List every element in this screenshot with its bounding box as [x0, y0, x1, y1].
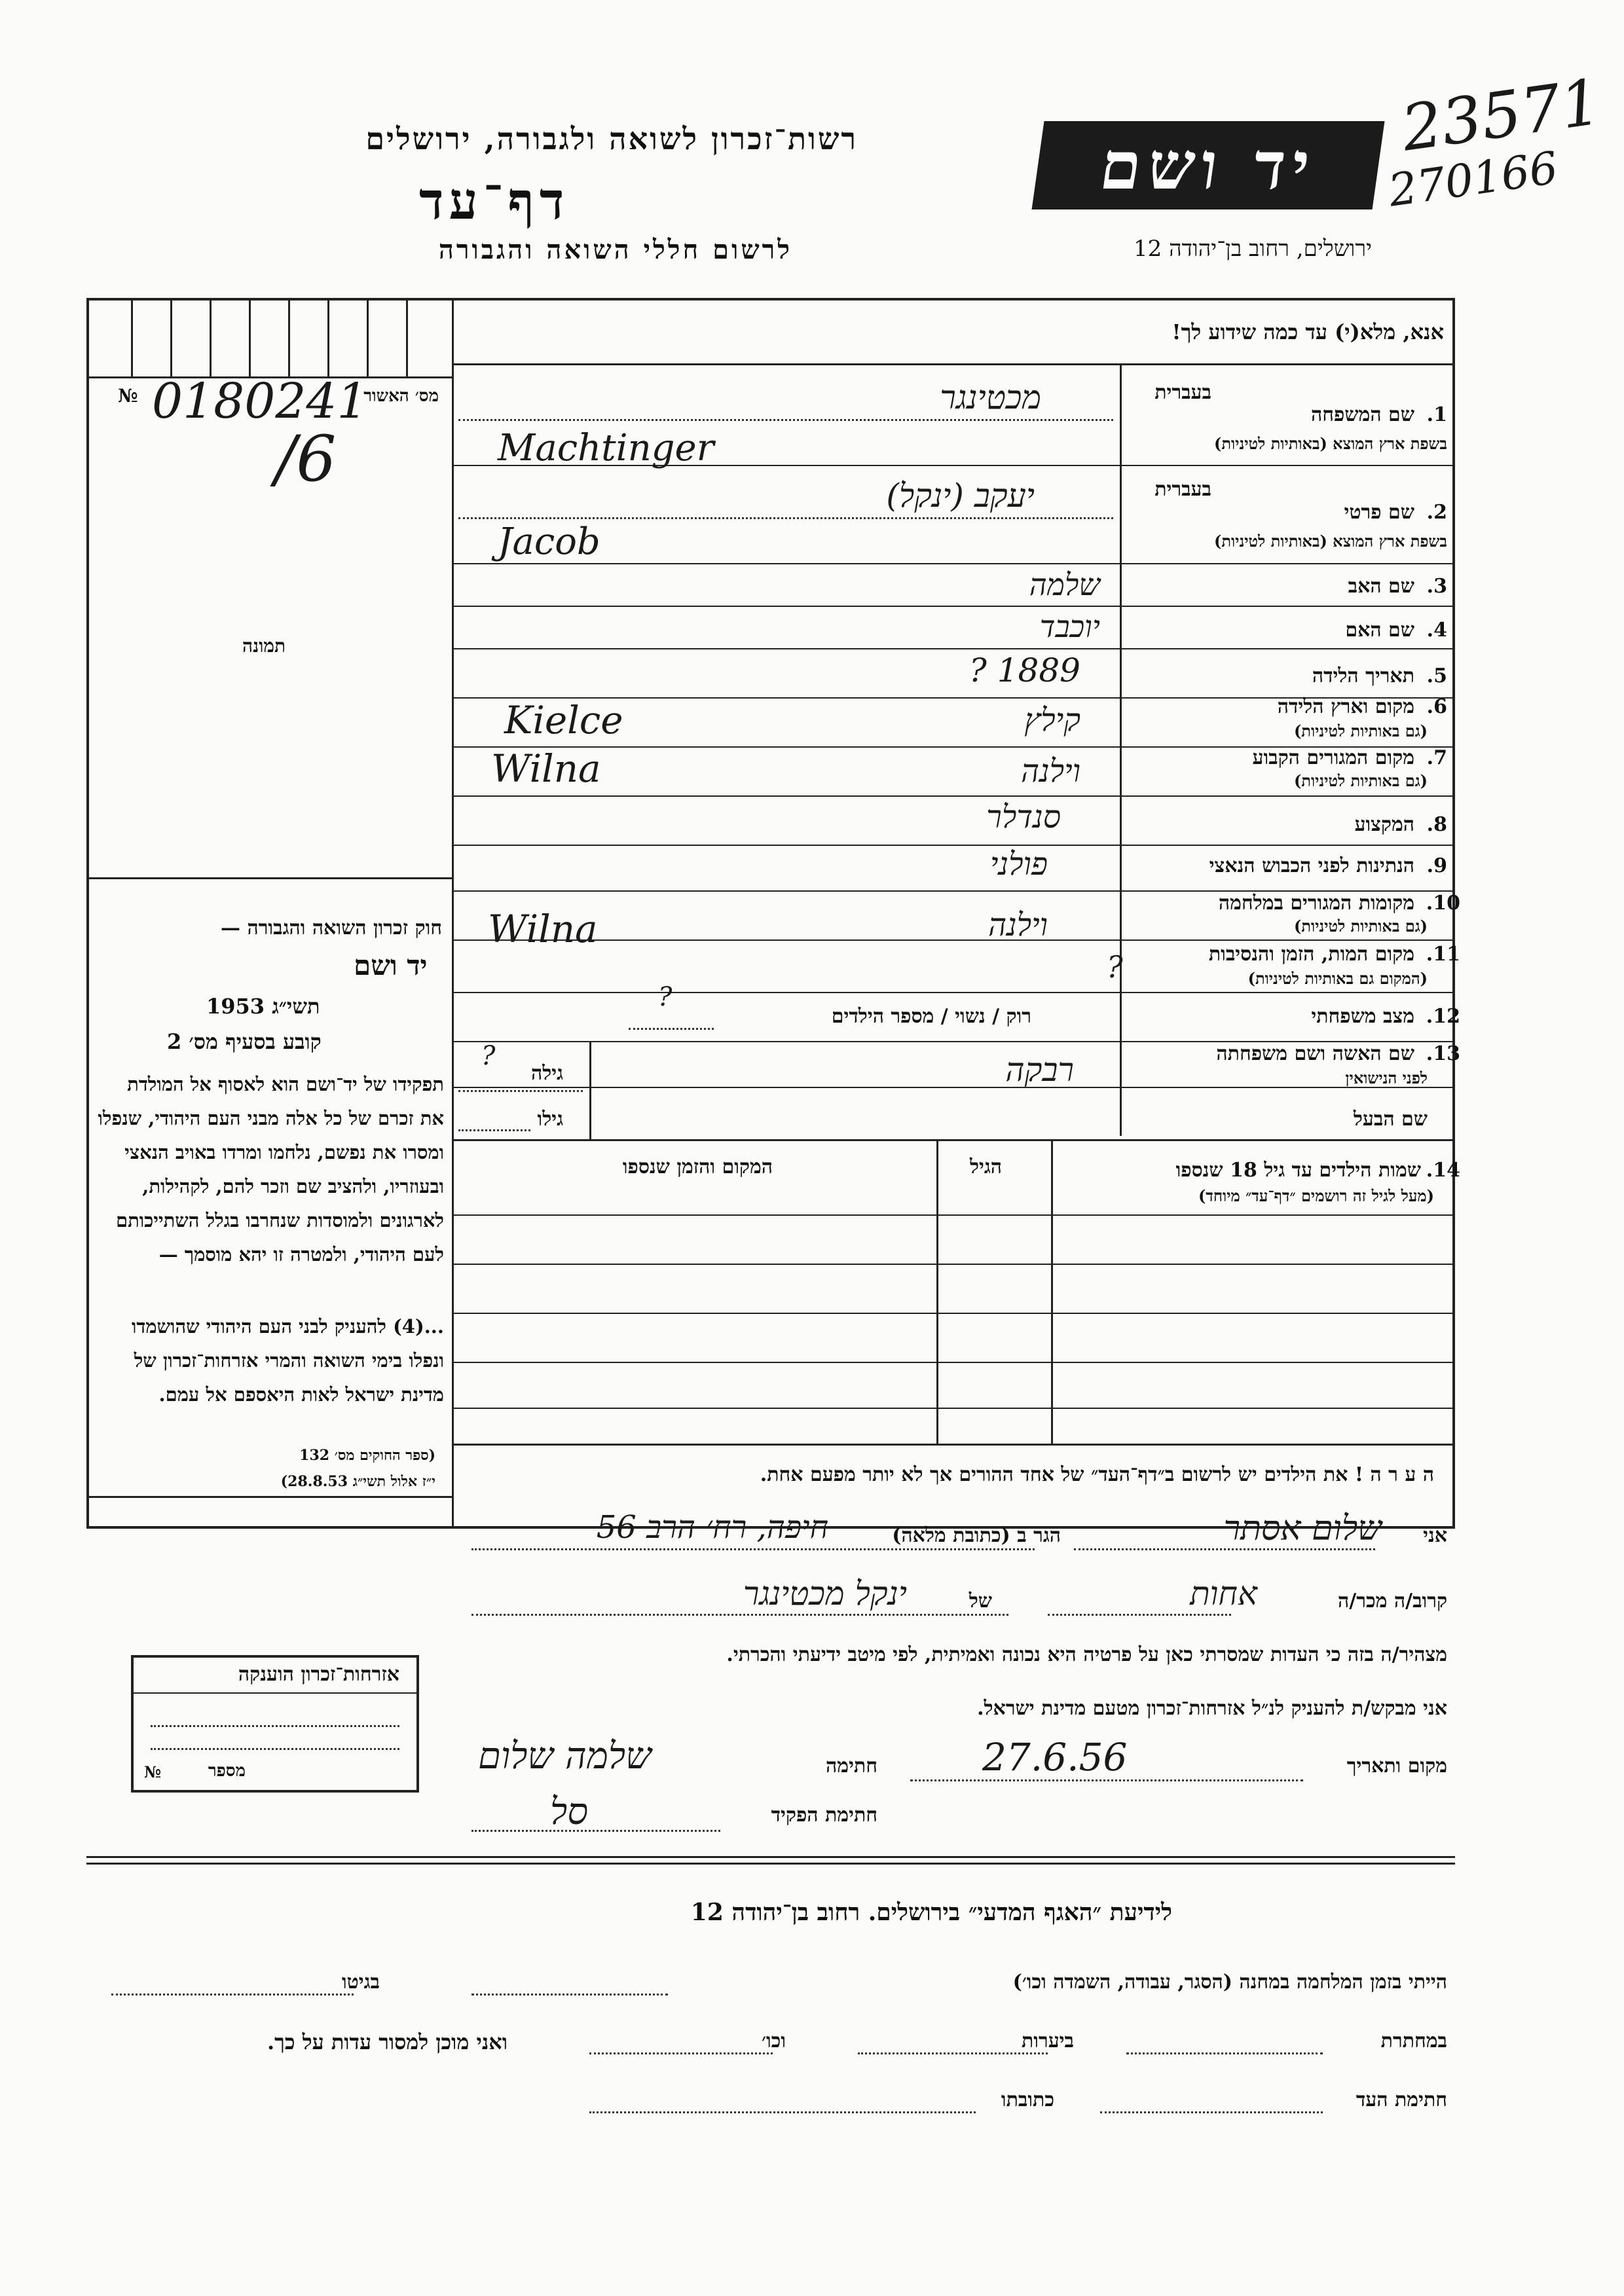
field-5-num: 5.	[1426, 665, 1447, 687]
field-9-value: פולני	[989, 846, 1048, 883]
field-10-num: 10.	[1426, 892, 1460, 915]
children-col-place: המקום והזמן שנספו	[622, 1156, 773, 1178]
field-9-num: 9.	[1426, 854, 1447, 877]
field-12-value: ?	[658, 982, 673, 1012]
clerk-label: חתימת הפקיד	[771, 1804, 877, 1827]
field-2-lang: בעברית	[1154, 478, 1211, 501]
children-sub: (מעל לגיל זה רושמים ״דף־עד״ מיוחד)	[1198, 1186, 1434, 1205]
decl-relative-label: קרוב/ה מכר/ה	[1338, 1590, 1447, 1613]
form-subtitle: לרשום חללי השואה והגבורה	[438, 234, 792, 265]
field-7-num: 7.	[1426, 746, 1447, 769]
field-1-num: 1.	[1426, 403, 1447, 426]
decl-of-name: ינקל מכטינגר	[743, 1575, 907, 1613]
field-6-value-he: קילץ	[1024, 702, 1080, 738]
field-13-age-value: ?	[481, 1041, 496, 1071]
citizenship-title: אזרחות־זכרון הוענקה	[238, 1663, 399, 1686]
field-1-sub: בשפת ארץ המוצא (באותיות לטיניות)	[1214, 434, 1447, 453]
decl-address-label: הגר ב (כתובת מלאה)	[892, 1524, 1061, 1547]
field-9-label: הנתינות לפני הכבוש הנאצי	[1209, 854, 1414, 877]
field-6-label: מקום וארץ הלידה	[1277, 695, 1414, 718]
place-date-label: מקום ותאריך	[1346, 1755, 1447, 1777]
serial-label: מס׳ האשור	[363, 386, 439, 406]
decl-name: שלום אסתר	[1223, 1509, 1382, 1548]
field-7-value-latin: Wilna	[491, 746, 601, 791]
field-5-value: 1889 ?	[969, 651, 1080, 689]
decl-relation: אחות	[1190, 1575, 1257, 1613]
field-3-label: שם האב	[1348, 575, 1414, 598]
law-text: תפקידו של יד־ושם הוא לאסוף אל המולדת את זכרם של כל אלה מבני העם היהודי, שנפלו ומסרו את נפשם, נלחמו ומרדו באויב הנאצי ובעוזריו, ולהציב שם וזכר להם, לקהילות, לארגונים ולמוסדות שנחרבו בגלל השתייכותם לעם היהודי, ולמטרה זו יהא מוסמך —	[98, 1073, 444, 1266]
handwritten-code: 270166	[1385, 142, 1561, 217]
field-12-label: מצב משפחתי	[1311, 1005, 1414, 1028]
yad-vashem-logo: יד ושם	[1032, 121, 1385, 210]
decl-request: אני מבקש/ת להעניק לנ״ל אזרחות־זכרון מטעם מדינת ישראל.	[977, 1697, 1447, 1720]
law-name: יד ושם	[354, 949, 428, 981]
field-8-value: סנדלר	[986, 799, 1061, 835]
field-11-num: 11.	[1426, 943, 1460, 966]
children-label: שמות הילדים עד גיל 18 שנספו	[1175, 1159, 1421, 1182]
field-4-num: 4.	[1426, 619, 1447, 642]
address: ירושלים, רחוב בן־יהודה 12	[1134, 236, 1372, 262]
field-1-value-he: מכטינגר	[940, 378, 1041, 416]
form-title: דף־עד	[419, 172, 570, 231]
field-11-sub: (המקום גם באותיות לטיניות)	[1247, 969, 1428, 988]
field-3-value: שלמה	[1029, 567, 1100, 602]
instruction-text: אנא, מלא(י) עד כמה שידוע לך!	[1172, 319, 1444, 344]
field-2-label: שם פרטי	[1344, 501, 1414, 524]
citizenship-mark: №	[144, 1762, 162, 1781]
footer-line2c: וכו׳	[762, 2030, 786, 2052]
field-11-value: ?	[1107, 949, 1123, 985]
law-text-2: ...(4) להעניק לבני העם היהודי שהושמדו ונפלו בימי השואה והמרי אזרחות־זכרון של מדינת ישראל לאות היאספם אל עמם.	[131, 1315, 444, 1406]
footer-line2b: ביערות	[1021, 2030, 1074, 2052]
field-4-value: יוכבד	[1039, 609, 1100, 644]
clerk-signature: סל	[550, 1791, 589, 1833]
field-1-label: שם המשפחה	[1310, 403, 1414, 426]
field-10-value-he: וילנה	[987, 907, 1048, 943]
field-4-label: שם האם	[1345, 619, 1414, 642]
photo-label: תמונה	[242, 635, 286, 657]
field-6-num: 6.	[1426, 695, 1447, 718]
field-13-label: שם האשה ושם משפחתה	[1216, 1042, 1414, 1065]
serial-number: 0180241	[152, 373, 368, 429]
law-year: תשי״ג 1953	[206, 994, 320, 1019]
field-12-num: 12.	[1426, 1005, 1460, 1028]
serial-suffix: /6	[275, 422, 337, 496]
field-6-sub: (גם באותיות לטיניות)	[1293, 721, 1428, 740]
law-ref-2: י״ז אלול תשי״ג 28.8.53)	[280, 1473, 435, 1490]
husband-label: שם הבעל	[1353, 1108, 1428, 1131]
footer-line2d: ואני מוכן למסור עדות על כך.	[267, 2030, 507, 2054]
footer-line3b: כתובתו	[1001, 2088, 1054, 2111]
field-3-num: 3.	[1426, 575, 1447, 598]
footer-info: לידיעת ״האגף המדעי״ בירושלים. רחוב בן־יהודה 12	[690, 1899, 1172, 1926]
signature-label: חתימה	[826, 1755, 877, 1777]
field-7-label: מקום המגורים הקבוע	[1252, 746, 1414, 769]
field-10-label: מקומות המגורים במלחמה	[1218, 892, 1414, 915]
field-2-sub: בשפת ארץ המוצא (באותיות לטיניות)	[1214, 532, 1447, 551]
law-section: קובע בסעיף מס׳ 2	[167, 1029, 322, 1054]
footer-line3a: חתימת העד	[1356, 2088, 1447, 2111]
field-6-value-latin: Kielce	[504, 698, 623, 742]
field-13-value: רבקה	[1005, 1051, 1074, 1089]
field-7-value-he: וילנה	[1020, 753, 1080, 790]
field-7-sub: (גם באותיות לטיניות)	[1293, 771, 1428, 790]
field-13-sub: לפני הנישואין	[1345, 1068, 1428, 1087]
decl-signature: שלמה שלום	[478, 1735, 652, 1777]
husband-age-label: גילו	[537, 1108, 563, 1131]
decl-shel: של	[969, 1590, 992, 1613]
footer-line2a: במחתרת	[1380, 2030, 1447, 2052]
children-num: 14.	[1426, 1159, 1460, 1182]
field-1-lang: בעברית	[1154, 381, 1211, 404]
citizenship-number-label: מספר	[208, 1761, 246, 1781]
children-col-age: הגיל	[969, 1156, 1002, 1178]
field-10-value-latin: Wilna	[488, 907, 598, 951]
note-text: ה ע ר ה ! את הילדים יש לרשום ב״דף־העד״ של אחד ההורים אך לא יותר מפעם אחת.	[760, 1463, 1434, 1486]
decl-ani: אני	[1423, 1524, 1447, 1547]
field-5-label: תאריך הלידה	[1312, 665, 1414, 687]
handwritten-number: 23571	[1397, 65, 1606, 166]
field-8-num: 8.	[1426, 813, 1447, 836]
decl-address: חיפה, רח׳ הרב 56	[596, 1509, 828, 1546]
authority-name: רשות־זכרון לשואה ולגבורה, ירושלים	[365, 121, 858, 156]
decl-statement: מצהיר/ה בזה כי העדות שמסרתי כאן על פרטיה היא נכונה ואמיתית, לפי מיטב ידיעתי והכרתי.	[726, 1643, 1447, 1666]
field-11-label: מקום המות, הזמן והנסיבות	[1208, 943, 1414, 966]
field-2-value-he: יעקב (ינקל)	[886, 477, 1035, 515]
footer-line1b: בגיטו	[341, 1971, 380, 1994]
field-8-label: המקצוע	[1354, 813, 1414, 836]
serial-mark: №	[118, 385, 138, 407]
field-13-num: 13.	[1426, 1042, 1460, 1065]
field-2-num: 2.	[1426, 501, 1447, 524]
field-12-options: רוק / נשוי / מספר הילדים	[831, 1005, 1031, 1028]
field-2-value-latin: Jacob	[498, 520, 600, 563]
field-13-age-label: גילה	[530, 1062, 563, 1085]
decl-date: 27.6.56	[982, 1735, 1128, 1779]
field-1-value-latin: Machtinger	[498, 427, 714, 469]
footer-line1a: הייתי בזמן המלחמה במחנה (הסגר, עבודה, השמדה וכו׳)	[1012, 1971, 1447, 1994]
law-ref-1: (ספר החוקים מס׳ 132	[299, 1447, 435, 1464]
field-10-sub: (גם באותיות לטיניות)	[1293, 917, 1428, 936]
law-title: חוק זכרון השואה והגבורה —	[221, 917, 442, 939]
